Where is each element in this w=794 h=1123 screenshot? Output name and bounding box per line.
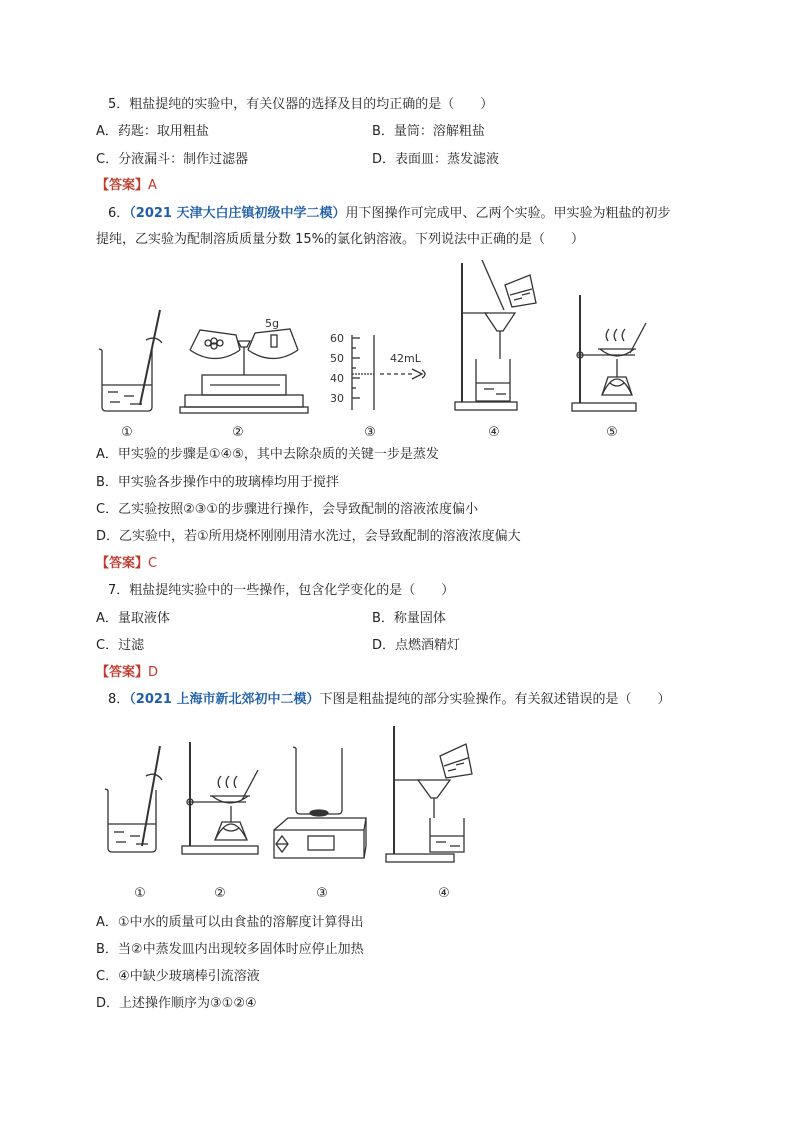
evaporation-apparatus	[572, 295, 646, 411]
q7-answer	[96, 664, 158, 682]
q7-option-b: B．称量固体	[372, 611, 446, 626]
beaker-stirring	[105, 746, 162, 852]
q6-source: （2021 天津大白庄镇初级中学二模）	[129, 206, 346, 221]
weight-label: 5g	[265, 317, 279, 330]
q6-stem-text: 用下图操作可完成甲、乙两个实验。甲实验为粗盐的初步	[345, 206, 671, 221]
answer-label: 【答案】	[96, 665, 149, 680]
q8-source: （2021 上海市新北郊初中二模）	[129, 692, 320, 707]
q8-option-c: C．④中缺少玻璃棒引流溶液	[96, 969, 260, 984]
cylinder-reading: 42mL	[390, 352, 421, 365]
q7-option-d: D．点燃酒精灯	[372, 638, 461, 653]
q8-label-2: ②	[214, 886, 226, 901]
q6-figure-svg	[90, 255, 690, 445]
answer-label: 【答案】	[96, 556, 149, 571]
q6-label-5: ⑤	[606, 425, 618, 440]
q6-figure	[90, 255, 690, 445]
q6-option-d: D．乙实验中，若①所用烧杯刚刚用清水洗过，会导致配制的溶液浓度偏大	[96, 529, 521, 544]
q5-option-d: D．表面皿：蒸发滤液	[372, 152, 500, 167]
q6-label-4: ④	[488, 425, 500, 440]
q7-option-a: A．量取液体	[96, 611, 170, 626]
answer-value: D	[148, 665, 159, 680]
q6-option-a: A．甲实验的步骤是①④⑤，其中去除杂质的关键一步是蒸发	[96, 447, 439, 462]
q6-option-c: C．乙实验按照②③①的步骤进行操作，会导致配制的溶液浓度偏小	[96, 502, 479, 517]
q6-number: 6．	[108, 206, 130, 221]
evaporation-apparatus	[182, 742, 258, 854]
q5-answer	[96, 177, 157, 195]
q8-option-b: B．当②中蒸发皿内出现较多固体时应停止加热	[96, 942, 364, 957]
electronic-balance	[274, 747, 366, 858]
cylinder-tick-60: 60	[330, 332, 344, 345]
q5-stem: 5．粗盐提纯的实验中，有关仪器的选择及目的均正确的是（ ）	[108, 97, 494, 112]
q8-figure-svg	[96, 718, 496, 908]
q8-label-1: ①	[134, 886, 146, 901]
q8-number: 8．	[108, 692, 130, 707]
q8-stem-text: 下图是粗盐提纯的部分实验操作。有关叙述错误的是（ ）	[319, 692, 671, 707]
q6-stem-line1	[108, 205, 671, 223]
q8-figure	[96, 718, 496, 908]
q6-label-1: ①	[121, 425, 133, 440]
cylinder-tick-50: 50	[330, 352, 344, 365]
answer-value: A	[148, 178, 157, 193]
q6-stem-line2: 提纯，乙实验为配制溶质质量分数 15%的氯化钠溶液。下列说法中正确的是（ ）	[96, 232, 585, 247]
q6-answer	[96, 555, 157, 573]
answer-value: C	[148, 556, 158, 571]
answer-label: 【答案】	[96, 178, 149, 193]
q6-label-3: ③	[364, 425, 376, 440]
filtration-apparatus	[455, 260, 536, 410]
balance	[180, 329, 308, 413]
q7-option-c: C．过滤	[96, 638, 145, 653]
q5-option-c: C．分液漏斗：制作过滤器	[96, 152, 249, 167]
q8-label-3: ③	[316, 886, 328, 901]
beaker-stirring	[99, 310, 162, 411]
cylinder-tick-30: 30	[330, 392, 344, 405]
q8-label-4: ④	[438, 886, 450, 901]
q7-stem: 7．粗盐提纯实验中的一些操作，包含化学变化的是（ ）	[108, 583, 455, 598]
q8-option-d: D．上述操作顺序为③①②④	[96, 996, 257, 1011]
q8-option-a: A．①中水的质量可以由食盐的溶解度计算得出	[96, 915, 364, 930]
q8-stem	[108, 691, 671, 709]
q5-option-a: A．药匙：取用粗盐	[96, 124, 209, 139]
cylinder-tick-40: 40	[330, 372, 344, 385]
filtration-apparatus	[386, 726, 472, 862]
q6-label-2: ②	[232, 425, 244, 440]
q6-option-b: B．甲实验各步操作中的玻璃棒均用于搅拌	[96, 475, 339, 490]
measuring-cylinder	[352, 335, 425, 410]
q5-option-b: B．量筒：溶解粗盐	[372, 124, 485, 139]
